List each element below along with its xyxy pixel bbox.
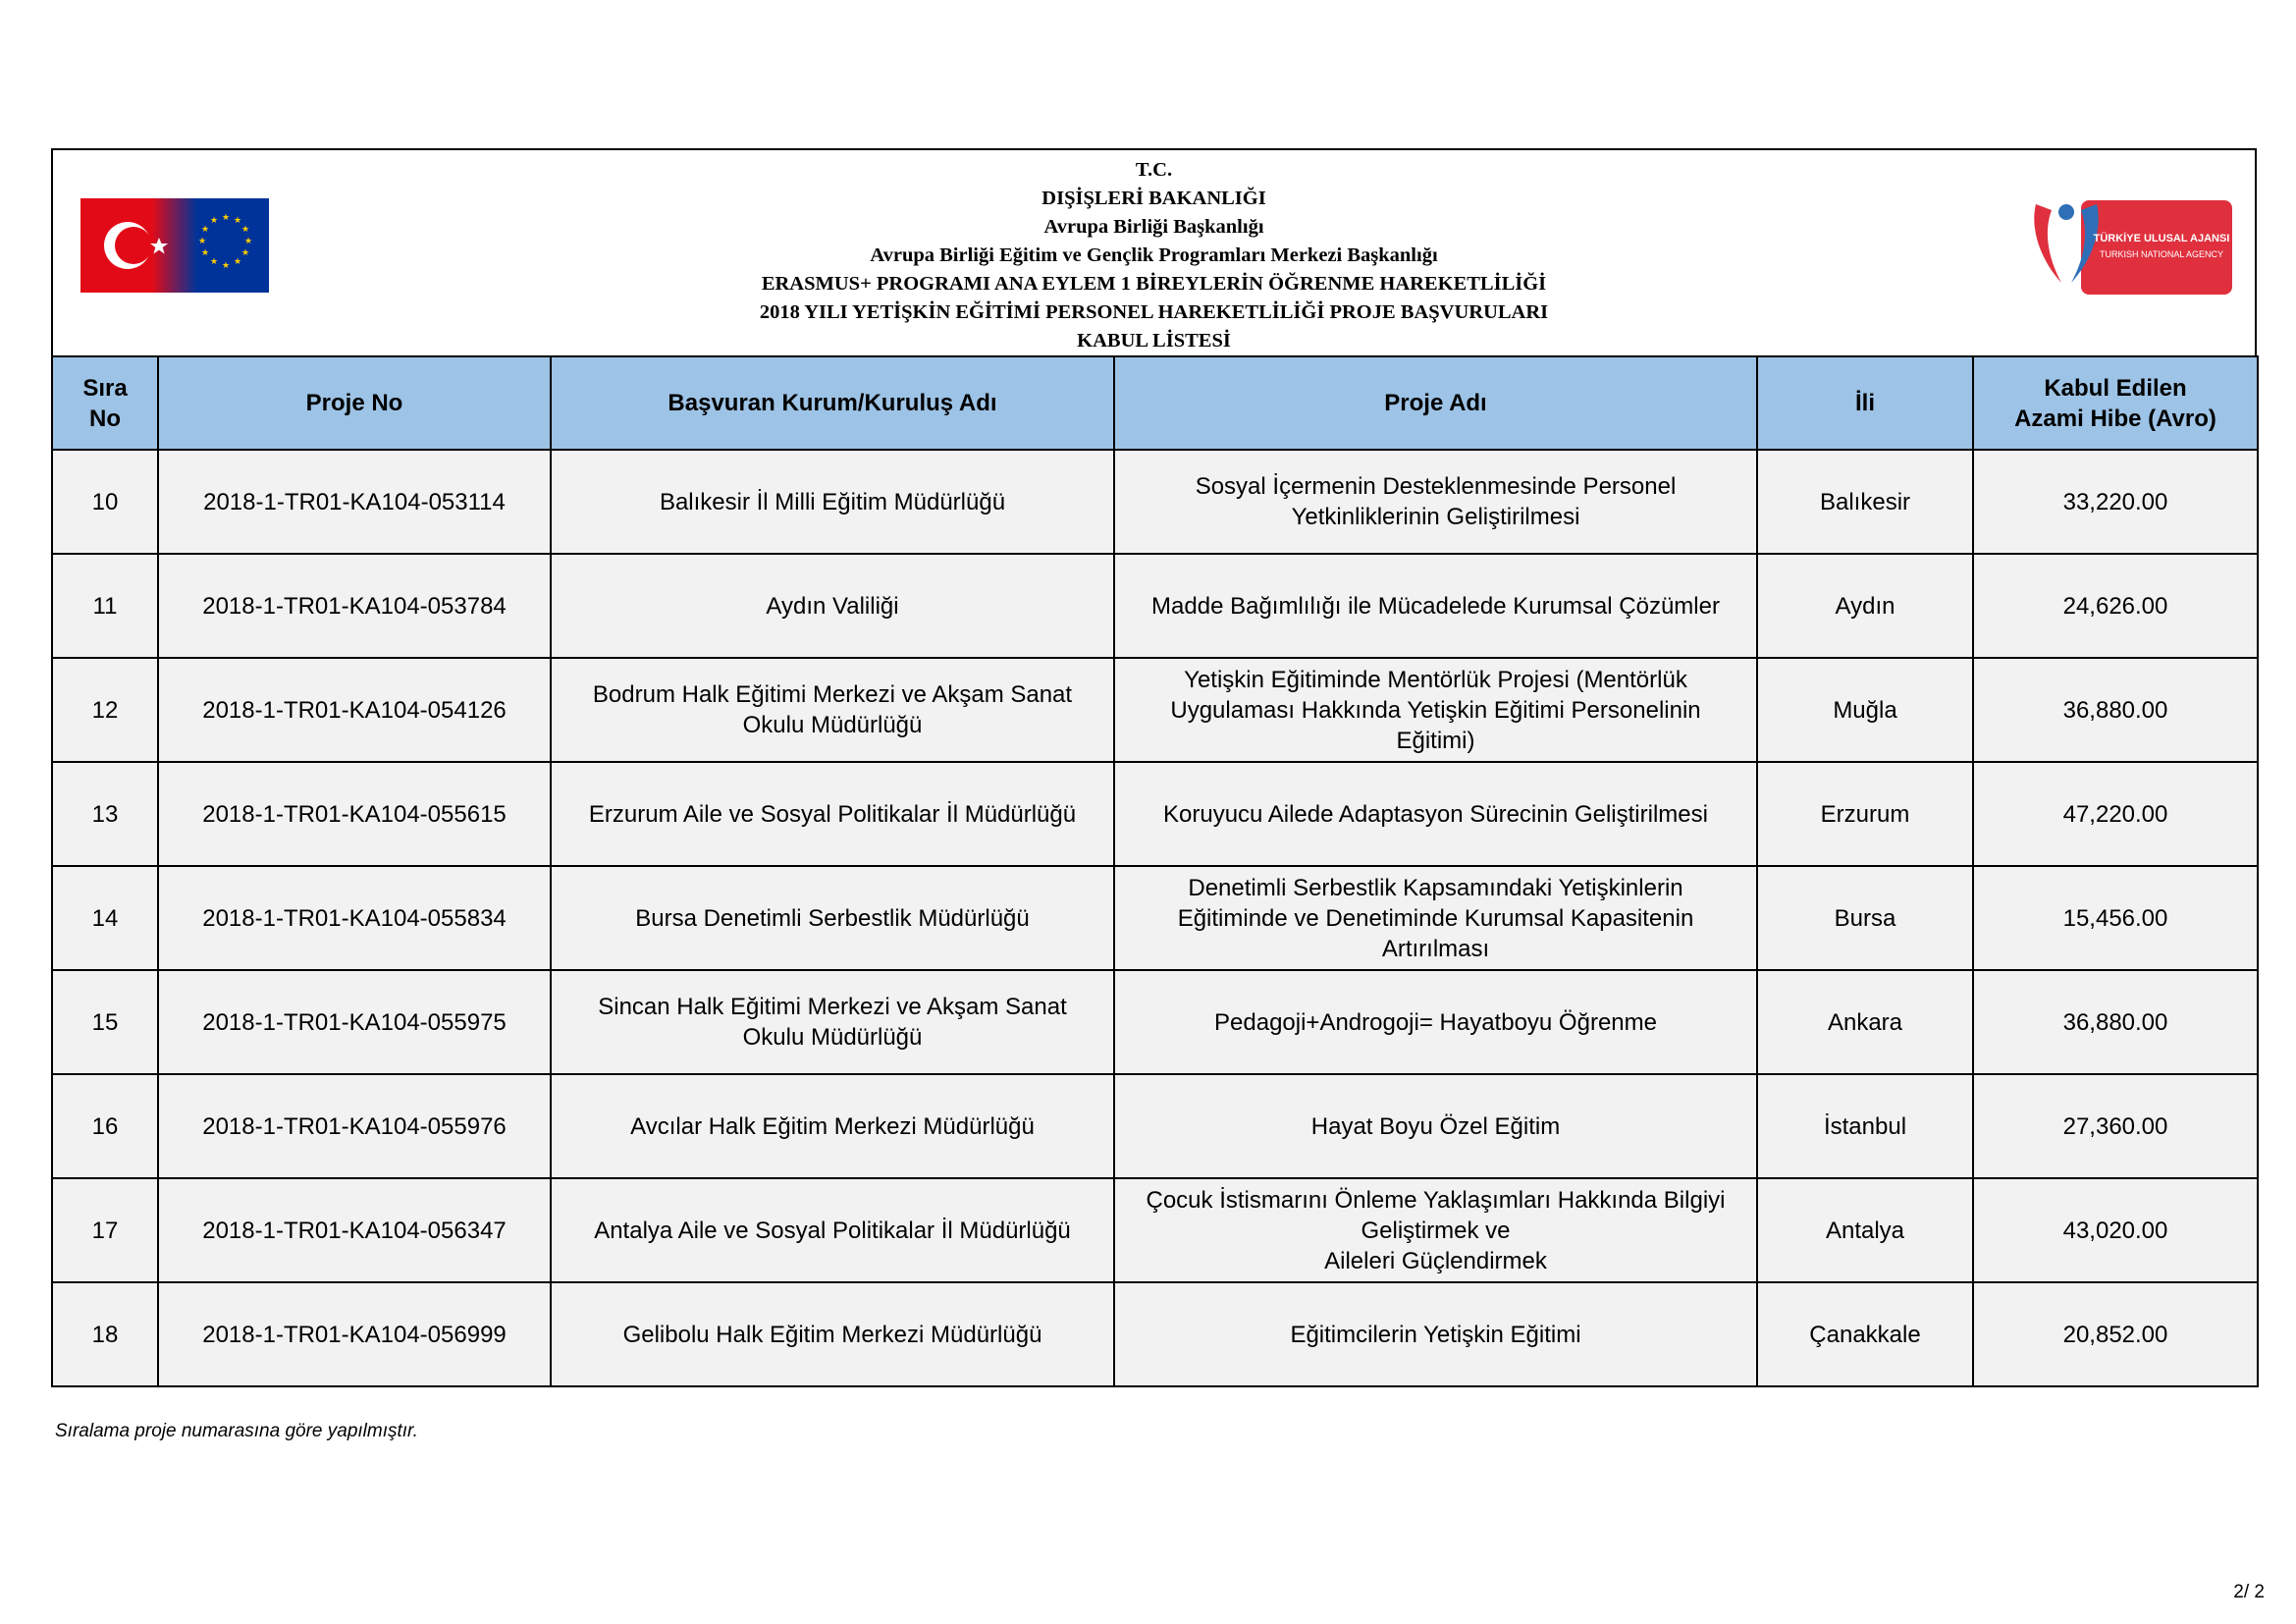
svg-text:★: ★ — [200, 248, 210, 258]
cell-proje-no: 2018-1-TR01-KA104-054126 — [158, 658, 551, 762]
cell-il: İstanbul — [1757, 1074, 1973, 1178]
svg-text:★: ★ — [209, 216, 219, 226]
cell-sira-no: 13 — [52, 762, 158, 866]
cell-proje-adi — [1114, 1074, 1757, 1178]
svg-text:★: ★ — [221, 213, 231, 223]
cell-proje-adi-line: Geliştirmek ve — [1361, 1217, 1511, 1244]
cell-proje-adi-line: Sosyal İçermenin Desteklenmesinde Personel — [1195, 473, 1677, 500]
cell-proje-adi — [1114, 1282, 1757, 1386]
cell-il: Muğla — [1757, 658, 1973, 762]
cell-hibe: 27,360.00 — [1973, 1074, 2258, 1178]
cell-kurum-line: Erzurum Aile ve Sosyal Politikalar İl Müdürlüğü — [588, 800, 1077, 828]
cell-proje-no: 2018-1-TR01-KA104-053784 — [158, 554, 551, 658]
header-line: 2018 YILI YETİŞKİN EĞİTİMİ PERSONEL HAREKETLİLİĞİ PROJE BAŞVURULARI — [759, 301, 1549, 323]
footnote: Sıralama proje numarasına göre yapılmıştır. — [55, 1421, 418, 1441]
header-line: Avrupa Birliği Başkanlığı — [1043, 216, 1264, 238]
cell-kurum-line: Avcılar Halk Eğitim Merkezi Müdürlüğü — [630, 1112, 1035, 1140]
column-header-il: İli — [1757, 356, 1973, 450]
document-header — [51, 148, 2257, 355]
cell-proje-adi-line: Eğitimi) — [1396, 727, 1475, 754]
svg-text:★: ★ — [240, 248, 250, 258]
header-line: T.C. — [1135, 159, 1173, 181]
cell-proje-adi — [1114, 762, 1757, 866]
cell-kurum-line: Aydın Valiliği — [766, 592, 899, 620]
cell-kurum — [551, 450, 1114, 554]
cell-proje-no: 2018-1-TR01-KA104-055976 — [158, 1074, 551, 1178]
table-row — [52, 762, 2258, 866]
cell-sira-no: 15 — [52, 970, 158, 1074]
header-line: ERASMUS+ PROGRAMI ANA EYLEM 1 BİREYLERİN ÖĞRENME HAREKETLİLİĞİ — [761, 273, 1547, 295]
cell-proje-adi-line: Eğitiminde ve Denetiminde Kurumsal Kapasitenin — [1177, 904, 1694, 932]
column-header-proje-adi: Proje Adı — [1114, 356, 1757, 450]
cell-proje-adi-line: Çocuk İstismarını Önleme Yaklaşımları Hakkında Bilgiyi — [1146, 1186, 1726, 1214]
header-line: Avrupa Birliği Eğitim ve Gençlik Programları Merkezi Başkanlığı — [870, 244, 1438, 266]
table-row — [52, 1282, 2258, 1386]
cell-hibe: 36,880.00 — [1973, 658, 2258, 762]
cell-sira-no: 17 — [52, 1178, 158, 1282]
column-header-proje-no: Proje No — [158, 356, 551, 450]
svg-text:★: ★ — [240, 225, 250, 235]
column-header-kurum: Başvuran Kurum/Kuruluş Adı — [551, 356, 1114, 450]
cell-hibe: 36,880.00 — [1973, 970, 2258, 1074]
cell-sira-no: 16 — [52, 1074, 158, 1178]
table-row — [52, 970, 2258, 1074]
table-row — [52, 1074, 2258, 1178]
cell-sira-no: 12 — [52, 658, 158, 762]
cell-proje-no: 2018-1-TR01-KA104-056999 — [158, 1282, 551, 1386]
svg-text:★: ★ — [200, 225, 210, 235]
logo-subtitle: TURKISH NATIONAL AGENCY — [2099, 249, 2224, 259]
table-body — [52, 450, 2258, 1386]
cell-kurum — [551, 1178, 1114, 1282]
cell-kurum-line: Bodrum Halk Eğitimi Merkezi ve Akşam Sanat — [592, 681, 1073, 708]
cell-il: Erzurum — [1757, 762, 1973, 866]
cell-proje-adi — [1114, 866, 1757, 970]
cell-kurum-line: Okulu Müdürlüğü — [742, 712, 923, 738]
cell-il: Bursa — [1757, 866, 1973, 970]
cell-kurum-line: Balıkesir İl Milli Eğitim Müdürlüğü — [659, 488, 1006, 515]
svg-text:★: ★ — [243, 237, 253, 246]
cell-hibe: 43,020.00 — [1973, 1178, 2258, 1282]
cell-il: Aydın — [1757, 554, 1973, 658]
header-line: KABUL LİSTESİ — [1077, 330, 1231, 352]
cell-proje-adi-line: Denetimli Serbestlik Kapsamındaki Yetişkinlerin — [1188, 874, 1683, 901]
cell-il: Balıkesir — [1757, 450, 1973, 554]
table-header-row — [52, 356, 2258, 450]
cell-il: Ankara — [1757, 970, 1973, 1074]
cell-proje-adi-line: Eğitimcilerin Yetişkin Eğitimi — [1290, 1321, 1581, 1348]
cell-kurum — [551, 762, 1114, 866]
cell-kurum-line: Bursa Denetimli Serbestlik Müdürlüğü — [635, 904, 1030, 932]
cell-proje-adi-line: Aileleri Güçlendirmek — [1324, 1247, 1547, 1274]
column-header-sira-no: Sıra No — [52, 356, 158, 450]
cell-hibe: 24,626.00 — [1973, 554, 2258, 658]
page-number: 2/ 2 — [2233, 1582, 2265, 1602]
cell-proje-no: 2018-1-TR01-KA104-055834 — [158, 866, 551, 970]
cell-kurum-line: Sincan Halk Eğitimi Merkezi ve Akşam Sanat — [598, 994, 1067, 1020]
cell-proje-adi-line: Hayat Boyu Özel Eğitim — [1310, 1112, 1561, 1140]
cell-proje-adi — [1114, 1178, 1757, 1282]
cell-proje-no: 2018-1-TR01-KA104-053114 — [158, 450, 551, 554]
cell-proje-adi-line: Madde Bağımlılığı ile Mücadelede Kurumsal Çözümler — [1151, 592, 1720, 620]
cell-proje-adi — [1114, 450, 1757, 554]
cell-kurum — [551, 554, 1114, 658]
cell-kurum-line: Antalya Aile ve Sosyal Politikalar İl Müdürlüğü — [594, 1217, 1071, 1244]
header-line: DIŞİŞLERİ BAKANLIĞI — [1041, 188, 1266, 209]
table-row — [52, 658, 2258, 762]
cell-sira-no: 14 — [52, 866, 158, 970]
acceptance-table — [51, 355, 2259, 1387]
cell-proje-adi — [1114, 970, 1757, 1074]
svg-text:★: ★ — [209, 257, 219, 267]
cell-proje-adi-line: Koruyucu Ailede Adaptasyon Sürecinin Geliştirilmesi — [1163, 800, 1708, 828]
document-frame — [51, 148, 2257, 1387]
cell-kurum — [551, 866, 1114, 970]
cell-kurum — [551, 1074, 1114, 1178]
svg-text:★: ★ — [221, 261, 231, 271]
column-header-hibe: Kabul Edilen Azami Hibe (Avro) — [1973, 356, 2258, 450]
header-title-block — [53, 156, 2255, 355]
cell-sira-no: 11 — [52, 554, 158, 658]
cell-hibe: 15,456.00 — [1973, 866, 2258, 970]
cell-proje-adi-line: Pedagoji+Androgoji= Hayatboyu Öğrenme — [1214, 1008, 1657, 1036]
cell-hibe: 33,220.00 — [1973, 450, 2258, 554]
table-row — [52, 1178, 2258, 1282]
cell-hibe: 47,220.00 — [1973, 762, 2258, 866]
cell-proje-adi — [1114, 658, 1757, 762]
cell-kurum — [551, 970, 1114, 1074]
cell-proje-adi-line: Yetkinliklerinin Geliştirilmesi — [1291, 504, 1580, 530]
svg-text:★: ★ — [233, 216, 242, 226]
turkish-national-agency-logo — [2028, 198, 2232, 297]
table-row — [52, 450, 2258, 554]
cell-kurum — [551, 658, 1114, 762]
cell-il: Çanakkale — [1757, 1282, 1973, 1386]
cell-proje-adi-line: Artırılması — [1381, 935, 1490, 962]
svg-text:★: ★ — [233, 257, 242, 267]
svg-text:★: ★ — [197, 237, 207, 246]
cell-proje-no: 2018-1-TR01-KA104-056347 — [158, 1178, 551, 1282]
cell-kurum-line: Gelibolu Halk Eğitim Merkezi Müdürlüğü — [622, 1321, 1042, 1348]
table-row — [52, 866, 2258, 970]
cell-proje-adi-line: Uygulaması Hakkında Yetişkin Eğitimi Personelinin — [1170, 696, 1701, 724]
cell-sira-no: 18 — [52, 1282, 158, 1386]
cell-hibe: 20,852.00 — [1973, 1282, 2258, 1386]
cell-proje-no: 2018-1-TR01-KA104-055975 — [158, 970, 551, 1074]
logo-title: TÜRKİYE ULUSAL AJANSI — [2093, 233, 2230, 244]
cell-sira-no: 10 — [52, 450, 158, 554]
cell-proje-adi — [1114, 554, 1757, 658]
cell-kurum — [551, 1282, 1114, 1386]
cell-proje-no: 2018-1-TR01-KA104-055615 — [158, 762, 551, 866]
cell-proje-adi-line: Yetişkin Eğitiminde Mentörlük Projesi (Mentörlük — [1184, 666, 1687, 693]
table-row — [52, 554, 2258, 658]
cell-il: Antalya — [1757, 1178, 1973, 1282]
cell-kurum-line: Okulu Müdürlüğü — [742, 1024, 923, 1051]
